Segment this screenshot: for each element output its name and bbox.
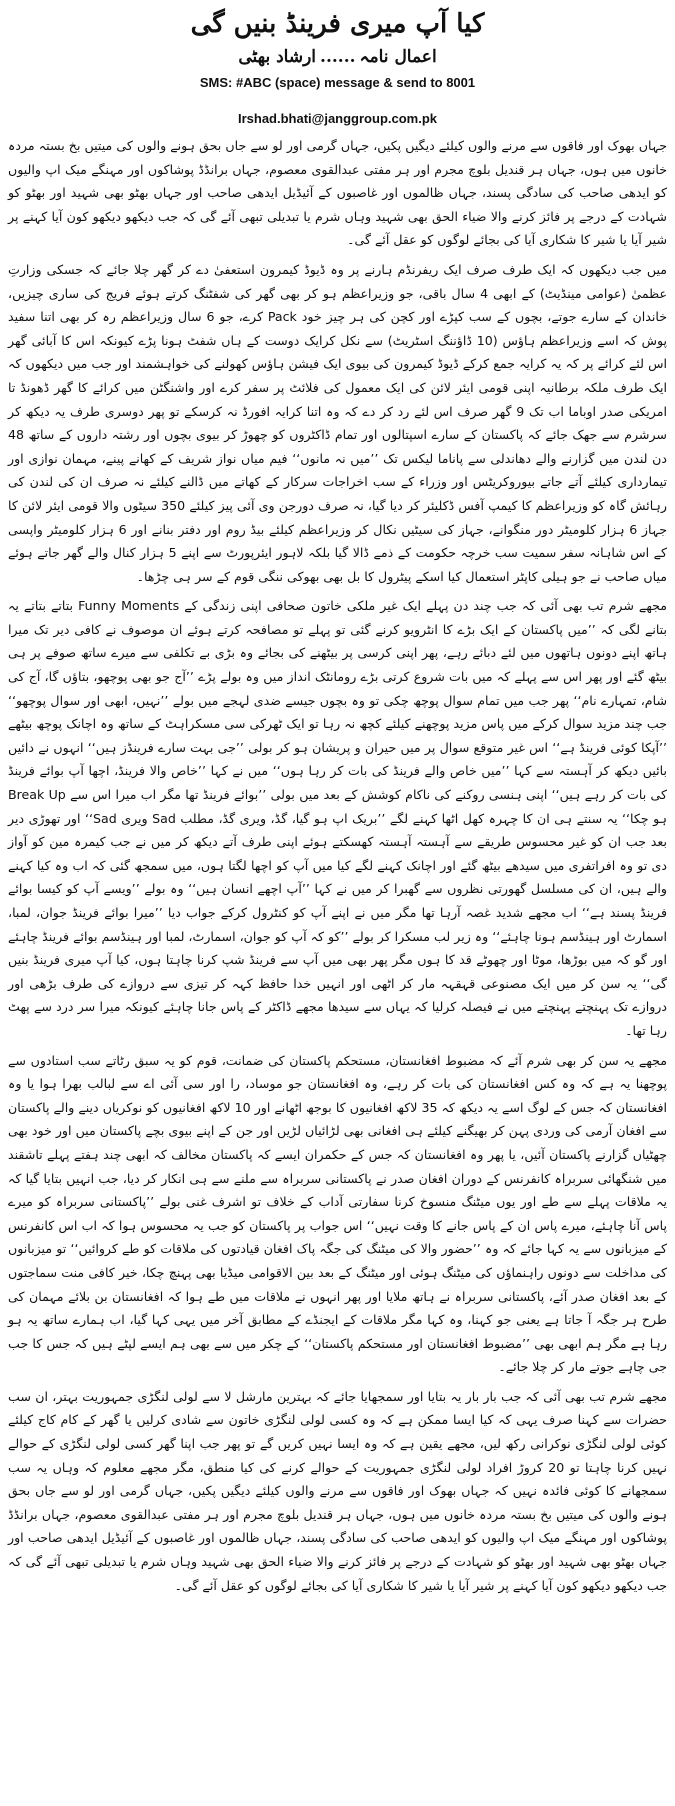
article-body [8, 134, 667, 1597]
author-name: ارشاد بھٹی [238, 47, 317, 67]
paragraph: مجھے شرم تب بھی آئی کہ جب چند دن پہلے ایک غیر ملکی خاتون صحافی اپنی زندگی کے Funny Moments بتاتے بتاتے یہ بتانے لگی کہ ’’میں پاکستان کے ایک بڑے کا انٹرویو کرنے گئی تو پہلے تو مصافحہ کرتے ہوئے ان موصوف نے کافی دیر تک میرا ہاتھ اپنے دونوں ہاتھوں میں لئے دبائے رہے، پھر اپنی کرسی پر بیٹھنے کی بجائے وہ بڑی بے تکلفی سے میرے ساتھ صوفے پر ہی بیٹھ گئے اور پھر اس سے پہلے کہ میں بات شروع کرتی بڑے رومانٹک انداز میں وہ بولے پڑے ’’آج جو بھی پوچھو، بتاؤں گا، آج کی شام، تمہارے نام‘‘ پھر جب میں تمام سوال پوچھ چکی تو وہ بچوں جیسے ضدی لہجے میں بولے ’’نہیں، ابھی اور سوال پوچھو‘‘ جب چند مزید سوال کرکے میں پاس مزید پوچھنے کیلئے کچھ نہ رہا تو ایک ٹھرکی سی مسکراہٹ کے ساتھ وہ اچانک پوچھ بیٹھے ’’آپکا کوئی فرینڈ ہے‘‘ اس غیر متوقع سوال پر میں حیران و پریشان ہو کر بولی ’’جی بہت سارے فرینڈز ہیں‘‘ انہوں نے دائیں بائیں دیکھ کر آہستہ سے کہا ’’میں خاص والے فرینڈ کی بات کر رہا ہوں‘‘ میں نے کہا ’’خاص والا فرینڈ، اچھا آپ بوائے فرینڈ کی بات کر رہے ہیں‘‘ اپنی ہنسی روکنے کی ناکام کوشش کے بعد میں بولی ’’بوائے فرینڈ تھا مگر اب میرا اس سے Break Up ہو چکا‘‘ یہ سنتے ہی ان کا چہرہ کھل اٹھا کہنے لگے ’’بریک اپ ہو گیا، گڈ، ویری گڈ، مطلب Sad ویری Sad‘‘ اور تھوڑی دیر بعد جب ان کو غیر محسوس طریقے سے آہستہ آہستہ کھسکتے ہوئے اپنی طرف آتے دیکھ کر میں نے جب کیمرہ مین کو آواز دی تو وہ افراتفری میں سیدھے بیٹھ گئے اور اچانک کہنے لگے کیا میں آپ کو اچھا لگتا ہوں، میں سمجھ گئی کہ اب وہ کیا کہنے والے ہیں، ان کی مسلسل گھورتی نظروں سے گھبرا کر میں نے کہا ’’آپ اچھے انسان ہیں‘‘ وہ بولے ’’ویسے آپ کو کیسا بوائے فرینڈ پسند ہے‘‘ اب مجھے شدید غصہ آرہا تھا مگر میں نے اپنے آپ کو کنٹرول کرکے جواب دیا ’’میرا بوائے فرینڈ جوان، لمبا، اسمارٹ اور ہینڈسم ہونا چاہئے‘‘ وہ زیر لب مسکرا کر بولے ’’کو کہ آپ کو جوان، اسمارٹ، لمبا اور ہینڈسم بوائے فرینڈ چاہئے اور گو کہ میں بوڑھا، موٹا اور چھوٹے قد کا ہوں مگر پھر بھی میں آپ سے فرینڈ شپ کرنا چاہتا ہوں، کیا آپ میری فرینڈ بنیں گی‘‘ یہ سن کر میں ایک مصنوعی قہقہہ مار کر اٹھی اور انہیں خدا حافظ کہہ کر تیزی سے دروازے کی طرف بڑھی اور دروازے تک پہنچتے پہنچتے میں نے فیصلہ کرلیا کہ یہاں سے سیدھا مجھے ڈاکٹر کے پاس جانا چاہئے کیونکہ میرا سر درد سے پھٹ رہا تھا۔ [8, 598, 667, 1038]
column-name: اعمال نامہ [359, 47, 437, 67]
paragraph: مجھے شرم تب بھی آئی کہ جب بار بار یہ بتایا اور سمجھایا جائے کہ بہترین مارشل لا سے لولی لنگڑی جمہوریت بہتر، ان سب حضرات سے کہنا صرف یہی کہ کیا ایسا ممکن ہے کہ وہ کسی لولی لنگڑی خاتون سے شادی کرلیں یا گھر کے کام کاج کیلئے کوئی لولی لنگڑی نوکرانی رکھ لیں، مجھے یقین ہے کہ وہ ایسا نہیں کریں گے تو پھر جب اپنا گھر کسی لولی لنگڑی کے حوالے نہیں کرنا چاہتا تو 20 کروڑ افراد لولی لنگڑی جمہوریت کے حوالے کرنے کی کیا منطق، مگر مجھے معلوم کہ وہاں یہ سب سمجھانے کا کوئی فائدہ نہیں کہ جہاں بھوک اور فاقوں سے مرنے والوں کیلئے دیگیں پکیں، جہاں گرمی اور لو سے جاں بحق ہونے والوں کی میتیں بخ بستہ مردہ خانوں میں ہوں، جہاں ہر قندیل بلوچ مجرم اور ہر مفتی عبدالقوی معصوم، جہاں برانڈڈ پوشاکوں اور مہنگے میک اپ والیوں کو ایدھی صاحب کی سادگی پسند، جہاں ظالموں اور غاصبوں کے آئیڈیل ایدھی صاحب اور جہاں بھٹو بھی شہید اور بھٹو کو شہادت کے درجے پر فائز کرنے والا ضیاء الحق بھی شہید وہاں شرم یا تبدیلی تبھی آئے گی کہ جب دیکھو دیکھو کون آیا کہنے پر شیر آیا یا شیر کا شکاری آیا کی بجائے لوگوں کو عقل آئے گی۔ [8, 1388, 667, 1593]
article-title: کیا آپ میری فرینڈ بنیں گی [190, 9, 485, 39]
article-header [8, 8, 667, 128]
paragraph: میں جب دیکھوں کہ ایک طرف صرف ایک ریفرنڈم ہارنے پر وہ ڈیوڈ کیمرون استعفیٰ دے کر گھر چلا جائے کہ جسکی وزارتِ عظمیٰ (عوامی مینڈیٹ) کے ابھی 4 سال باقی، جو وزیراعظم ہو کر بھی گھر کی شفٹنگ کرتے ہوئے فریج کی ساری چیزیں، خاندان کے سارے جوتے، بچوں کے سب کپڑے اور کچن کی ہر چیز خود Pack کرے، جو 6 سال وزیراعظم رہ کر بھی اتنا سفید پوش کہ اسے وزیراعظم ہاؤس (10 ڈاؤننگ اسٹریٹ) سے نکل کرایک دوست کے ہاں شفٹ ہونا پڑے کیونکہ اس کا آبائی گھر اس لئے کرائے پر کہ یہ کرایہ جمع کرکے ڈیوڈ کیمرون کی بیوی ایک فیشن ہاؤس کھولنے کی خواہشمند اور جب میں دیکھوں کہ ایک طرف ملکہ برطانیہ اپنی قومی ایئر لائن کی ایک معمول کی فلائٹ پر سفر کرے اور واشنگٹن میں کرائے کا گھر ڈھونڈ تا امریکی صدر اوباما اب تک 9 گھر صرف اس لئے رد کر دے کہ وہ اتنا کرایہ افورڈ نہ کرسکے تو پھر دوسری طرف یہ دیکھ کر سرشرم سے جھک جائے کہ پاکستان کے سارے اسپتالوں اور تمام ڈاکٹروں کو چھوڑ کر بیوی بچوں اور رشتہ داروں کے ساتھ 48 دن لندن میں گزارنے والے دھاندلی سے پاناما لیکس تک ’’میں نہ مانوں‘‘ فیم میاں نواز شریف کے کھانے پینے، مہمان نوازی اور تیمارداری کیلئے آتے جاتے بیوروکریٹس اور وزراء کے سب اخراجات سرکار کے کھاتے میں ڈالنے کیلئے نہ صرف ان کی لندن کی رہائش گاہ کو وزیراعظم کا کیمپ آفس ڈکلیئر کر دیا گیا، نہ صرف دورجن وی آئی پیز کیلئے 350 سیٹوں والا قومی ایئر لائن کا جہاز 6 ہزار کلومیٹر دور منگوانے، جہاز کی سیٹیں نکال کر وزیراعظم کیلئے بیڈ روم اور دفتر بنانے اور 6 ہزار کلومیٹر واپسی کے اس شاہانہ سفر سمیت سب خرچہ حکومت کے ذمے ڈالا گیا بلکہ لاہور ایئرپورٹ سے اپنے 5 ہزار کنال والے گھر جاتے ہوئے میاں صاحب نے جو ہیلی کاپٹر استعمال کیا اسکے پیٹرول کا بل بھی بھوکی ننگی قوم کے سر ہی چڑھا۔ [8, 261, 667, 584]
byline [8, 46, 667, 68]
paragraph: مجھے یہ سن کر بھی شرم آئے کہ مضبوط افغانستان، مستحکم پاکستان کی ضمانت، قوم کو یہ سبق رٹاتے سب استادوں سے پوچھنا یہ ہے کہ وہ کس افغانستان کی بات کر رہے، وہ افغانستان جو موساد، را اور سی آئی اے سے لبالب بھرا ہوا یا وہ افغانستان کہ جس کے لوگ اسے یہ دیکھ کہ 35 لاکھ افغانیوں کا بوجھ اٹھانے اور 10 لاکھ افغانیوں کو نوکریاں دینے والے پاکستان سے افغان آرمی کی وردی پہن کر بھیگنے کیلئے ہی افغانی بھی لڑائیاں لڑیں اور جن کے اپنے بیوی بچے پاکستان میں اور خود بھی چھٹیاں گزارنے پاکستان آئیں، یا پھر وہ افغانستان کہ جس کے حکمران ایسے کہ پاکستان مخالف کہ ابھی چند ہفتے پہلے تاشقند میں شنگھائی سربراہ کانفرنس کے دوران افغان صدر نے پاکستانی سربراہ سے ملنے سے ہی انکار کر دیا، جب انہیں بتایا گیا کہ یہ ملاقات پہلے سے طے اور یوں میٹنگ منسوخ کرنا سفارتی آداب کے خلاف تو اشرف غنی بولے ’’پاکستانی سربراہ کو میرے پاس آنا چاہئے، میرے پاس ان کے پاس جانے کا وقت نہیں‘‘ اس جواب پر پاکستان کو جب یہ محسوس ہوا کہ اب اس کانفرنس کے میزبانوں سے یہ کہا جائے کہ وہ ’’حضور والا کی میٹنگ کی جگہ پاک افغان قیادتوں کی ملاقات کو طے کروائیں‘‘ تو میزبانوں کی مداخلت سے دونوں راہنماؤں کی میٹنگ ہوئی اور میٹنگ کے بعد بین الاقوامی میڈیا بھی پہنچ چکا، خیر کافی منت سماجتوں کے بعد افغان صدر آئے، پاکستانی سربراہ نے ہاتھ ملایا اور پھر انہوں نے ملاقات میں طے ہوا کہ افغانستان بن بلائے مہمان کی طرح ہر جگہ آ جاتا ہے یعنی جو کہنا، وہ کہا مگر ملاقات کے ایجنڈے کے مطابق آخر میں یہی کہا گیا، اب ہمارے ساتھ یہ ہو رہا ہے مگر ہم ابھی بھی ’’مضبوط افغانستان اور مستحکم پاکستان‘‘ کے چکر میں سے بھی ہم ایسے لپٹے ہیں کہ جس کا جب جی چاہے جوتے مار کر چلا جائے۔ [8, 1052, 667, 1375]
paragraph: جہاں بھوک اور فاقوں سے مرنے والوں کیلئے دیگیں پکیں، جہاں گرمی اور لو سے جاں بحق ہونے والوں کی میتیں بخ بستہ مردہ خانوں میں ہوں، جہاں ہر قندیل بلوچ مجرم اور ہر مفتی عبدالقوی معصوم، جہاں برانڈڈ پوشاکوں اور مہنگے میک اپ والیوں کو ایدھی صاحب کی سادگی پسند، جہاں ظالموں اور غاصبوں کے آئیڈیل ایدھی صاحب اور جہاں بھٹو بھی شہید اور بھٹو کو شہادت کے درجے پر فائز کرنے والا ضیاء الحق بھی شہید وہاں شرم یا تبدیلی تبھی آئے گی کہ جب دیکھو دیکھو کون آیا کہنے پر شیر آیا یا شیر کا شکاری آیا کی بجائے لوگوں کو عقل آئے گی۔ [8, 138, 667, 248]
byline-separator: ...... [320, 47, 356, 67]
sms-instructions: SMS: #ABC (space) message & send to 8001 [199, 75, 476, 90]
author-email[interactable]: Irshad.bhati@janggroup.com.pk [237, 111, 438, 126]
